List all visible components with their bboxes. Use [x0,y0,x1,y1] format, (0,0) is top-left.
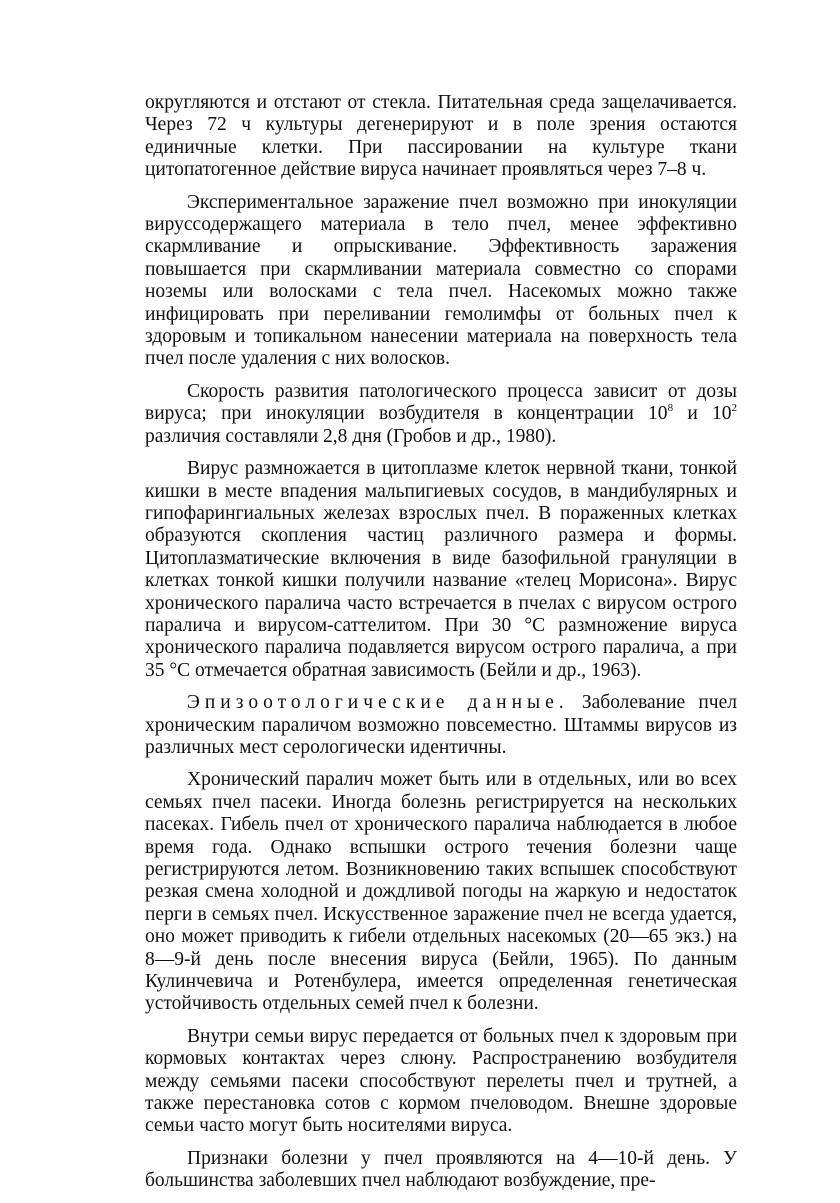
paragraph-symptoms: Признаки болезни у пчел проявляются на 4—10-й день. У большинства заболевших пчел наблюдают возбуждение, пре- [145,1147,737,1192]
concentration-exponent-2: 2 [731,402,738,415]
document-page [145,92,737,1203]
paragraph-experimental-infection: Экспериментальное заражение пчел возможно при инокуляции вируссодержащего материала в тело пчел, менее эффективно скармливание и опрыскивание. Эффективность заражения повышается при скармливании материала совместно со спорами ноземы или волосками с тела пчел. Насекомых можно также инфицировать при переливании гемолимфы от больных пчел к здоровым и топикальном нанесении материала на поверхность тела пчел после удаления с них волосков. [145,191,737,370]
paragraph-transmission: Внутри семьи вирус передается от больных пчел к здоровым при кормовых контактах через слюну. Распространению возбудителя между семьями пасеки способствуют перелеты пчел и трутней, а также перестановка сотов с кормом пчеловодом. Внешне здоровые семьи часто могут быть носителями вируса. [145,1025,737,1137]
speed-text-a: Скорость развития патологического процесса зависит от дозы вируса; при инокуляции возбудителя в концентрации 10 [145,380,737,425]
paragraph-chronic-paralysis: Хронический паралич может быть или в отдельных, или во всех семьях пчел пасеки. Иногда болезнь регистрируется на нескольких пасеках. Гибель пчел от хронического паралича наблюдается в любое время года. Однако вспышки острого течения болезни чаще регистрируются летом. Возникновению таких вспышек способствуют резкая смена холодной и дождливой погоды на жаркую и недостаток перги в семьях пчел. Искусственное заражение пчел не всегда удается, оно может приводить к гибели отдельных насекомых (20—65 экз.) на 8—9-й день после внесения вируса (Бейли, 1965). По данным Кулинчевича и Ротенбулера, имеется определенная генетическая устойчивость отдельных семей пчел к болезни. [145,769,737,1015]
paragraph-virus-replication: Вирус размножается в цитоплазме клеток нервной ткани, тонкой кишки в месте впадения мальпигиевых сосудов, в мандибулярных и гипофарингиальных железах взрослых пчел. В пораженных клетках образуются скопления частиц различного размера и формы. Цитоплазматические включения в виде базофильной грануляции в клетках тонкой кишки получили название «телец Морисона». Вирус хронического паралича часто встречается в пчелах с вирусом острого паралича и вирусом-саттелитом. При 30 °С размножение вируса хронического паралича подавляется вирусом острого паралича, а при 35 °С отмечается обратная зависимость (Бейли и др., 1963). [145,458,737,681]
speed-text-b: и 10 [673,403,732,425]
section-heading: Эпизоотологические данные. [187,692,569,714]
paragraph-culture: округляются и отстают от стекла. Питательная среда защелачивается. Через 72 ч культуры дегенерируют и в поле зрения остаются единичные клетки. При пассировании на культуре ткани цитопатогенное действие вируса начинает проявляться через 7–8 ч. [145,92,737,181]
paragraph-epizootology [145,692,737,759]
paragraph-disease-speed [145,381,737,448]
speed-text-c: различия составляли 2,8 дня (Гробов и др., 1980). [145,425,557,447]
concentration-exponent-1: 8 [667,402,674,415]
epizootology-text: Заболевание пчел хроническим параличом возможно повсеместно. Штаммы вирусов из различных мест серологически идентичны. [145,692,737,758]
